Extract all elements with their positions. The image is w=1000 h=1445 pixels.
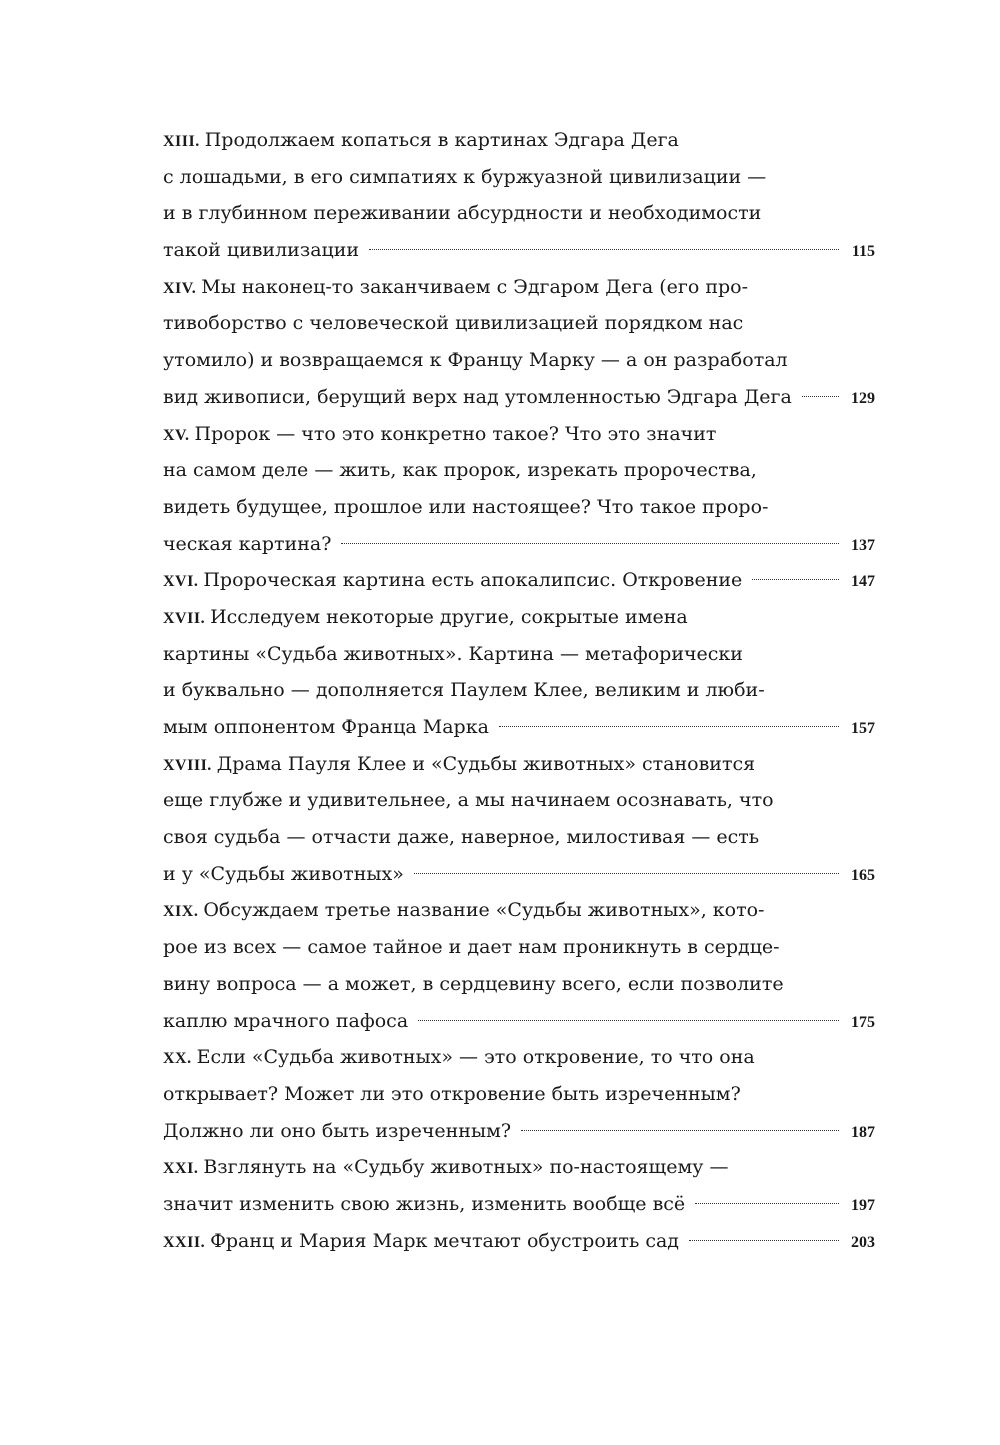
table-of-contents	[163, 122, 875, 1259]
toc-entry[interactable]	[163, 269, 875, 416]
toc-entry-line	[163, 782, 875, 819]
chapter-number: XVIII.	[163, 756, 212, 774]
toc-entry-line	[163, 526, 875, 563]
chapter-title-text: Должно ли оно быть изреченным?	[163, 1119, 512, 1142]
page-number[interactable]: 203	[851, 1233, 875, 1251]
dot-leader	[369, 249, 839, 250]
toc-entry-line	[163, 929, 875, 966]
toc-entry[interactable]	[163, 746, 875, 893]
page-number[interactable]: 137	[851, 536, 875, 554]
toc-entry-line	[163, 966, 875, 1003]
chapter-title-text: Если «Судьба животных» — это откровение, то что она	[196, 1046, 755, 1069]
page-number[interactable]: 197	[851, 1196, 875, 1214]
chapter-title-text: и в глубинном переживании абсурдности и необходимости	[163, 202, 762, 225]
chapter-title-text: значит изменить свою жизнь, изменить вообще всё	[163, 1192, 686, 1215]
page-number[interactable]: 147	[851, 573, 875, 591]
toc-entry-line	[163, 269, 875, 306]
dot-leader	[418, 1020, 839, 1021]
chapter-number: XXI.	[163, 1160, 199, 1178]
toc-entry[interactable]	[163, 1223, 875, 1260]
chapter-title-text: утомило) и возвращаемся к Францу Марку — а он разработал	[163, 349, 788, 372]
dot-leader	[521, 1130, 839, 1131]
toc-entry[interactable]	[163, 1039, 875, 1149]
chapter-number: XIV.	[163, 279, 197, 297]
toc-entry-line	[163, 562, 875, 599]
toc-entry-line	[163, 379, 875, 416]
toc-entry[interactable]	[163, 122, 875, 269]
chapter-title-text: открывает? Может ли это откровение быть изреченным?	[163, 1082, 741, 1105]
toc-entry-line	[163, 305, 875, 342]
dot-leader	[499, 726, 839, 727]
toc-entry-line	[163, 1186, 875, 1223]
toc-entry-line	[163, 709, 875, 746]
chapter-title-text: тивоборство с человеческой цивилизацией порядком нас	[163, 312, 744, 335]
toc-entry-line	[163, 195, 875, 232]
chapter-title-text: такой цивилизации	[163, 239, 360, 262]
toc-entry-line	[163, 1113, 875, 1150]
page-number[interactable]: 129	[851, 389, 875, 407]
chapter-title-text: Взглянуть на «Судьбу животных» по-настоящему —	[203, 1156, 729, 1179]
toc-entry-line	[163, 452, 875, 489]
page-number[interactable]: 187	[851, 1123, 875, 1141]
toc-entry-line	[163, 1149, 875, 1186]
toc-entry-line	[163, 159, 875, 196]
toc-entry-line	[163, 856, 875, 893]
chapter-title-text: Пророческая картина есть апокалипсис. Откровение	[203, 569, 743, 592]
dot-leader	[695, 1203, 839, 1204]
chapter-title-text: мым оппонентом Франца Марка	[163, 716, 489, 738]
toc-entry-line	[163, 489, 875, 526]
dot-leader	[341, 543, 839, 544]
toc-entry-line	[163, 232, 875, 269]
dot-leader	[414, 873, 839, 874]
chapter-title-text: с лошадьми, в его симпатиях к буржуазной цивилизации —	[163, 165, 767, 188]
chapter-number: XX.	[163, 1050, 192, 1068]
chapter-title-text: еще глубже и удивительнее, а мы начинаем осознавать, что	[163, 789, 774, 812]
toc-entry-line	[163, 1003, 875, 1040]
toc-entry-line	[163, 1039, 875, 1076]
chapter-title-text: Пророк — что это конкретно такое? Что это значит	[194, 422, 717, 445]
chapter-number: XVII.	[163, 609, 206, 627]
toc-entry[interactable]	[163, 562, 875, 599]
toc-entry-line	[163, 892, 875, 929]
toc-entry-line	[163, 122, 875, 159]
chapter-title-text: и буквально — дополняется Паулем Клее, великим и люби-	[163, 679, 765, 702]
chapter-number: XIII.	[163, 133, 200, 150]
page-number[interactable]: 115	[851, 243, 875, 261]
chapter-number: XXII.	[163, 1233, 206, 1251]
chapter-title-text: Мы наконец-то заканчиваем с Эдгаром Дега (его про-	[201, 275, 749, 298]
page-number[interactable]: 175	[851, 1013, 875, 1031]
dot-leader	[689, 1240, 839, 1241]
toc-entry[interactable]	[163, 1149, 875, 1222]
toc-entry-line	[163, 636, 875, 673]
chapter-number: XV.	[163, 426, 190, 444]
toc-entry-line	[163, 819, 875, 856]
chapter-title-text: видеть будущее, прошлое или настоящее? Что такое проро-	[163, 495, 769, 518]
toc-entry-line	[163, 746, 875, 783]
chapter-title-text: и у «Судьбы животных»	[163, 862, 404, 885]
chapter-number: XIX.	[163, 903, 199, 921]
toc-entry-line	[163, 416, 875, 453]
chapter-title-text: своя судьба — отчасти даже, наверное, милостивая — есть	[163, 826, 760, 849]
toc-entry-line	[163, 342, 875, 379]
page-number[interactable]: 157	[851, 720, 875, 737]
chapter-title-text: вину вопроса — а может, в сердцевину всего, если позволите	[163, 972, 784, 995]
chapter-title-text: Исследуем некоторые другие, сокрытые имена	[210, 605, 688, 628]
chapter-number: XVI.	[163, 573, 199, 591]
chapter-title-text: Драма Пауля Клее и «Судьбы животных» становится	[216, 752, 756, 775]
dot-leader	[802, 396, 839, 397]
toc-entry-line	[163, 1076, 875, 1113]
chapter-title-text: Продолжаем копаться в картинах Эдгара Дега	[204, 129, 679, 151]
chapter-title-text: на самом деле — жить, как пророк, изрекать пророчества,	[163, 459, 757, 482]
chapter-title-text: каплю мрачного пафоса	[163, 1009, 409, 1032]
toc-entry-line	[163, 599, 875, 636]
toc-entry-line	[163, 672, 875, 709]
toc-entry[interactable]	[163, 599, 875, 746]
toc-entry[interactable]	[163, 416, 875, 563]
toc-entry[interactable]	[163, 892, 875, 1039]
chapter-title-text: вид живописи, берущий верх над утомленностью Эдгара Дега	[163, 385, 792, 408]
page-number[interactable]: 165	[851, 866, 875, 884]
dot-leader	[752, 579, 839, 580]
chapter-title-text: Обсуждаем третье название «Судьбы животных», кото-	[203, 899, 765, 922]
chapter-title-text: Франц и Мария Марк мечтают обустроить сад	[210, 1229, 679, 1252]
chapter-title-text: картины «Судьба животных». Картина — метафорически	[163, 642, 743, 665]
toc-entry-line	[163, 1223, 875, 1260]
chapter-title-text: ческая картина?	[163, 532, 332, 555]
chapter-title-text: рое из всех — самое тайное и дает нам проникнуть в сердце-	[163, 936, 780, 959]
